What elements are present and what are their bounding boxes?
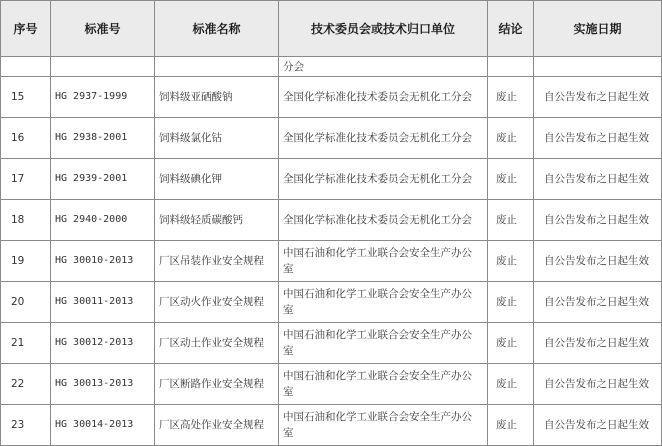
cell-name: 厂区动火作业安全规程 (155, 282, 279, 323)
cell-result: 废止 (488, 323, 534, 364)
cell-seq: 23 (1, 405, 51, 446)
cell-unit: 中国石油和化学工业联合会安全生产办公室 (279, 241, 488, 282)
cell-unit: 分会 (279, 57, 488, 77)
cell-date: 自公告发布之日起生效 (534, 405, 662, 446)
cell-date (534, 57, 662, 77)
cell-unit: 中国石油和化学工业联合会安全生产办公室 (279, 364, 488, 405)
cell-code: HG 30014-2013 (51, 405, 155, 446)
cell-seq: 22 (1, 364, 51, 405)
cell-result: 废止 (488, 282, 534, 323)
cell-name: 厂区动土作业安全规程 (155, 323, 279, 364)
table-row (1, 323, 662, 364)
cell-result: 废止 (488, 77, 534, 118)
cell-seq: 17 (1, 159, 51, 200)
cell-name: 饲料级氯化钴 (155, 118, 279, 159)
cell-unit: 中国石油和化学工业联合会安全生产办公室 (279, 282, 488, 323)
cell-name: 厂区断路作业安全规程 (155, 364, 279, 405)
cell-seq: 16 (1, 118, 51, 159)
cell-seq: 19 (1, 241, 51, 282)
cell-code: HG 2939-2001 (51, 159, 155, 200)
table-row (1, 118, 662, 159)
cell-date: 自公告发布之日起生效 (534, 323, 662, 364)
cell-name: 饲料级亚硒酸钠 (155, 77, 279, 118)
table-row (1, 77, 662, 118)
cell-unit: 全国化学标准化技术委员会无机化工分会 (279, 118, 488, 159)
cell-code: HG 30011-2013 (51, 282, 155, 323)
table-row-continuation (1, 57, 662, 77)
table-row (1, 405, 662, 446)
table-row (1, 241, 662, 282)
cell-code: HG 30012-2013 (51, 323, 155, 364)
cell-date: 自公告发布之日起生效 (534, 282, 662, 323)
cell-seq: 20 (1, 282, 51, 323)
cell-code: HG 30010-2013 (51, 241, 155, 282)
cell-result: 废止 (488, 159, 534, 200)
cell-unit: 中国石油和化学工业联合会安全生产办公室 (279, 405, 488, 446)
cell-name: 饲料级碘化钾 (155, 159, 279, 200)
cell-seq: 21 (1, 323, 51, 364)
cell-unit: 全国化学标准化技术委员会无机化工分会 (279, 159, 488, 200)
table-header-row (1, 1, 662, 57)
table-row (1, 200, 662, 241)
cell-date: 自公告发布之日起生效 (534, 200, 662, 241)
cell-result: 废止 (488, 241, 534, 282)
cell-date: 自公告发布之日起生效 (534, 159, 662, 200)
cell-date: 自公告发布之日起生效 (534, 118, 662, 159)
cell-name (155, 57, 279, 77)
cell-unit: 全国化学标准化技术委员会无机化工分会 (279, 200, 488, 241)
cell-unit: 全国化学标准化技术委员会无机化工分会 (279, 77, 488, 118)
cell-code: HG 2937-1999 (51, 77, 155, 118)
header-seq: 序号 (1, 1, 51, 57)
cell-seq (1, 57, 51, 77)
cell-name: 厂区高处作业安全规程 (155, 405, 279, 446)
cell-result: 废止 (488, 200, 534, 241)
cell-name: 饲料级轻质碳酸钙 (155, 200, 279, 241)
cell-result: 废止 (488, 405, 534, 446)
header-date: 实施日期 (534, 1, 662, 57)
cell-seq: 15 (1, 77, 51, 118)
table-row (1, 159, 662, 200)
cell-result: 废止 (488, 364, 534, 405)
cell-result: 废止 (488, 118, 534, 159)
cell-code (51, 57, 155, 77)
header-name: 标准名称 (155, 1, 279, 57)
header-unit: 技术委员会或技术归口单位 (279, 1, 488, 57)
cell-unit: 中国石油和化学工业联合会安全生产办公室 (279, 323, 488, 364)
cell-seq: 18 (1, 200, 51, 241)
cell-code: HG 2938-2001 (51, 118, 155, 159)
table-row (1, 282, 662, 323)
cell-code: HG 2940-2000 (51, 200, 155, 241)
cell-code: HG 30013-2013 (51, 364, 155, 405)
header-code: 标准号 (51, 1, 155, 57)
cell-date: 自公告发布之日起生效 (534, 77, 662, 118)
cell-date: 自公告发布之日起生效 (534, 241, 662, 282)
header-result: 结论 (488, 1, 534, 57)
cell-name: 厂区吊装作业安全规程 (155, 241, 279, 282)
cell-date: 自公告发布之日起生效 (534, 364, 662, 405)
cell-result (488, 57, 534, 77)
table-row (1, 364, 662, 405)
